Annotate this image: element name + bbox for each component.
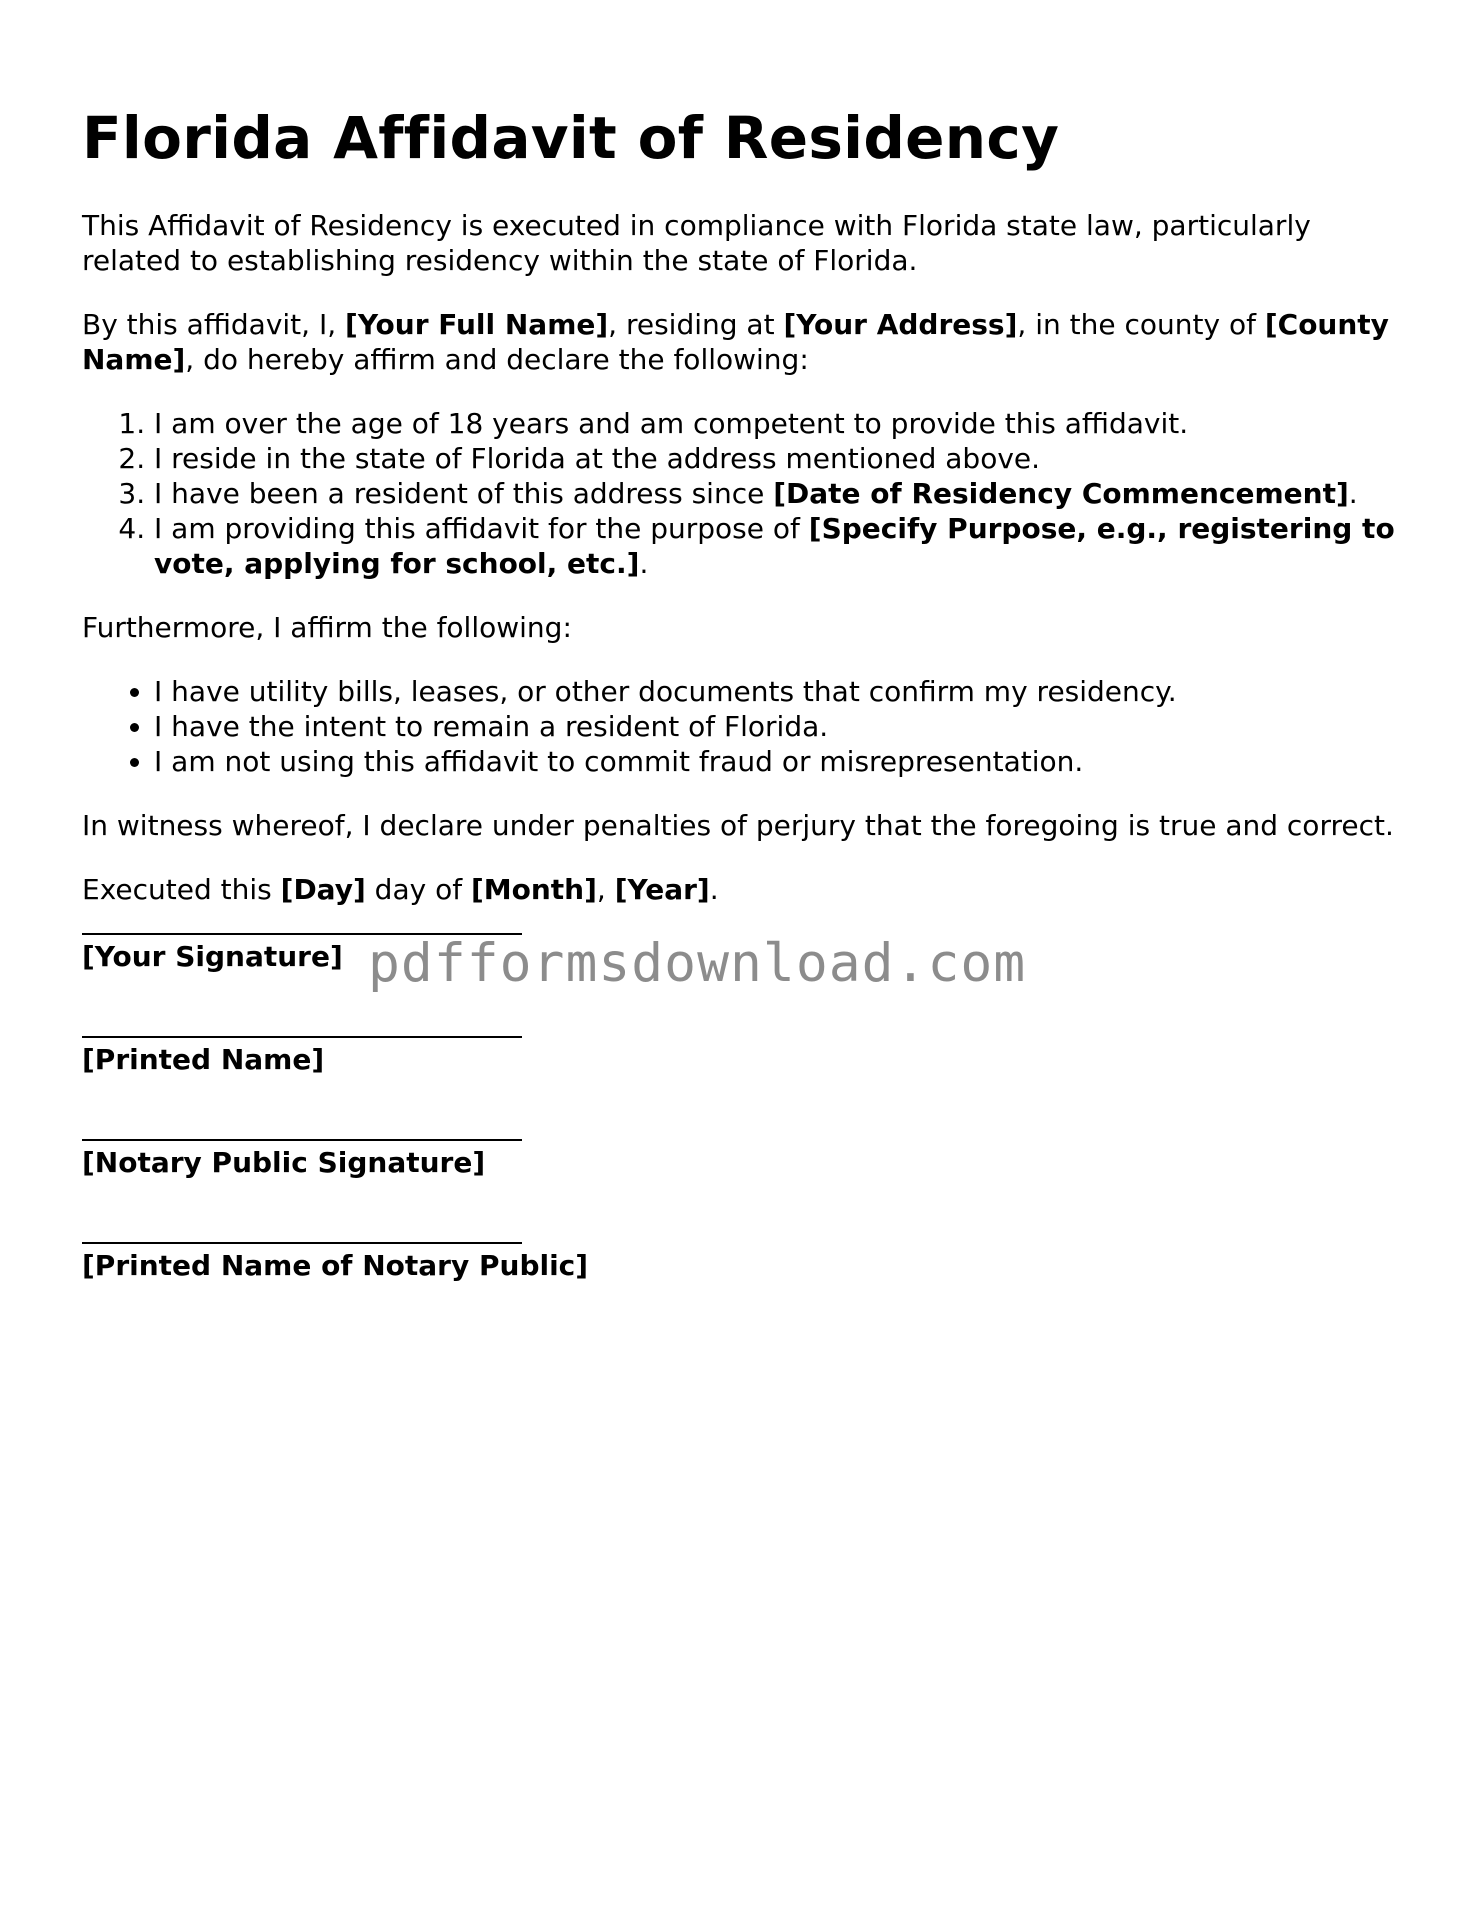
signature-line bbox=[82, 1113, 522, 1141]
executed-text: Executed this bbox=[82, 873, 281, 906]
executed-text: , bbox=[596, 873, 615, 906]
residency-date-placeholder: [Date of Residency Commencement] bbox=[773, 477, 1349, 510]
document-title: Florida Affidavit of Residency bbox=[82, 104, 1060, 172]
notary-printed-name-label: [Printed Name of Notary Public] bbox=[82, 1249, 589, 1282]
year-placeholder: [Year] bbox=[614, 873, 710, 906]
declaration-text: By this affidavit, I, bbox=[82, 308, 346, 341]
list-item bbox=[154, 441, 1412, 476]
day-placeholder: [Day] bbox=[280, 873, 366, 906]
list-item-text: I reside in the state of Florida at the address mentioned above. bbox=[154, 442, 1041, 475]
list-item bbox=[154, 406, 1412, 441]
county-placeholder: [County Name] bbox=[82, 308, 1389, 376]
notary-signature-label: [Notary Public Signature] bbox=[82, 1146, 486, 1179]
declaration-text: , in the county of bbox=[1017, 308, 1265, 341]
list-item-text: I am over the age of 18 years and am competent to provide this affidavit. bbox=[154, 407, 1189, 440]
declaration-text: , do hereby affirm and declare the following: bbox=[185, 343, 809, 376]
bullet-list bbox=[82, 674, 1412, 779]
executed-text: day of bbox=[365, 873, 471, 906]
document-page bbox=[82, 0, 1412, 1283]
signature-line bbox=[82, 907, 522, 935]
list-item-text: I am providing this affidavit for the purpose of bbox=[154, 512, 809, 545]
watermark: pdfformsdownload.com bbox=[368, 933, 1027, 994]
executed-text: . bbox=[709, 873, 719, 906]
list-item-text: I have been a resident of this address since bbox=[154, 477, 774, 510]
list-item bbox=[154, 511, 1412, 581]
signature-line bbox=[82, 1010, 522, 1038]
declaration-text: , residing at bbox=[608, 308, 784, 341]
numbered-list bbox=[82, 406, 1412, 581]
full-name-placeholder: [Your Full Name] bbox=[345, 308, 609, 341]
list-item-text: . bbox=[639, 547, 649, 580]
list-item-text: . bbox=[1348, 477, 1358, 510]
address-placeholder: [Your Address] bbox=[783, 308, 1018, 341]
purpose-placeholder: [Specify Purpose, e.g., registering to vote, applying for school, etc.] bbox=[154, 512, 1395, 580]
furthermore-paragraph: Furthermore, I affirm the following: bbox=[82, 611, 572, 644]
witness-paragraph: In witness whereof, I declare under penalties of perjury that the foregoing is true and correct. bbox=[82, 809, 1394, 842]
list-item: • I have utility bills, leases, or other documents that confirm my residency. bbox=[154, 674, 1412, 709]
list-item: • I have the intent to remain a resident of Florida. bbox=[154, 709, 1412, 744]
month-placeholder: [Month] bbox=[470, 873, 597, 906]
intro-paragraph: This Affidavit of Residency is executed in compliance with Florida state law, particularly related to establishing residency within the state of Florida. bbox=[82, 209, 1311, 277]
printed-name-label: [Printed Name] bbox=[82, 1043, 325, 1076]
list-item bbox=[154, 476, 1412, 511]
list-item: • I am not using this affidavit to commit fraud or misrepresentation. bbox=[154, 744, 1412, 779]
declaration-paragraph bbox=[82, 307, 1412, 377]
your-signature-label: [Your Signature] bbox=[82, 940, 343, 973]
executed-line bbox=[82, 872, 1412, 907]
signature-line bbox=[82, 1216, 522, 1244]
